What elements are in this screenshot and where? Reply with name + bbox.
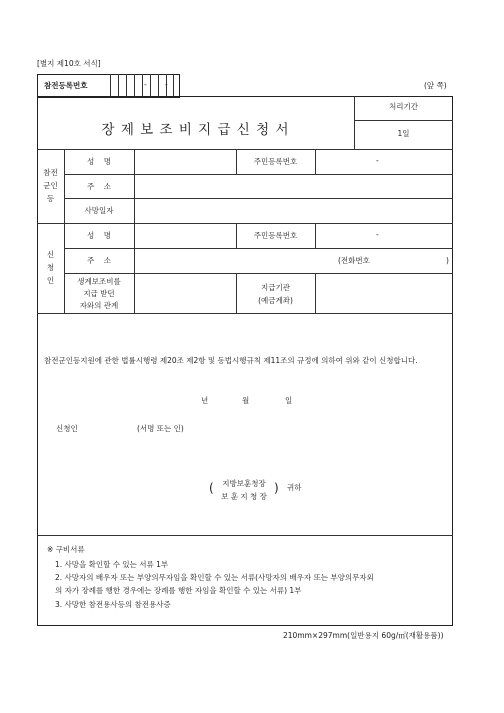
applicant-relation-label: 생계보조비를 지급 받던 자와의 관계 — [77, 277, 121, 310]
applicant-rrn-dash: - — [376, 230, 379, 239]
reg-dash-2: - — [165, 80, 168, 89]
applicant-name-label: 성 명 — [86, 231, 112, 240]
reg-dash-1: - — [144, 80, 147, 89]
applicant-phone-close: ) — [446, 256, 449, 265]
applicant-bank-label: 지급기관 (예금계좌) — [258, 283, 293, 305]
recipient-paren-open: ( — [209, 481, 214, 495]
form-number: [별지 제10호 서식] — [37, 59, 101, 68]
recipient-block: 지방보훈청장 보 훈 지 청 장 — [221, 479, 267, 501]
applicant-section-label: 신 청 인 — [46, 250, 55, 285]
date-month-label: 월 — [242, 396, 250, 405]
signature-label: 신청인 — [56, 424, 78, 433]
docs-item-1: 1. 사망을 확인할 수 있는 서류 1부 — [55, 560, 169, 569]
veteran-name-label: 성 명 — [86, 157, 112, 166]
form-title: 장 제 보 조 비 지 급 신 청 서 — [101, 122, 290, 138]
veteran-rrn-label: 주민등록번호 — [253, 157, 298, 166]
page-side-label: (앞 쪽) — [424, 81, 447, 90]
applicant-rrn-label: 주민등록번호 — [253, 231, 298, 240]
processing-period-label: 처리기간 — [389, 102, 418, 111]
paper-spec-note: 210mm×297mm(일반용지 60g/㎡(재활용품)) — [283, 631, 444, 640]
docs-item-2-cont: 의 자가 장례를 행한 경우에는 장례를 행한 자임을 확인할 수 있는 서류) 1부 — [55, 586, 302, 595]
applicant-phone-label: (전화번호 — [338, 256, 370, 265]
veteran-section-label: 참전 군인 등 — [43, 168, 58, 203]
docs-item-2: 2. 사망자의 배우자 또는 부양의무자임을 확인할 수 있는 서류(사망자의 배우자 또는 부양의무자외 — [55, 573, 374, 582]
signature-note: (서명 또는 인) — [137, 424, 184, 433]
docs-item-3: 3. 사망한 참전용사등의 참전용사증 — [55, 600, 171, 609]
recipient-suffix: 귀하 — [287, 483, 302, 492]
reg-number-label: 참전등록번호 — [44, 81, 88, 90]
veteran-rrn-dash: - — [376, 156, 379, 165]
veteran-address-label: 주 소 — [86, 182, 112, 191]
date-day-label: 일 — [285, 396, 293, 405]
date-year-label: 년 — [201, 396, 209, 405]
applicant-address-label: 주 소 — [86, 256, 112, 265]
docs-heading: ※ 구비서류 — [47, 545, 85, 554]
recipient-paren-close: ) — [274, 481, 279, 495]
statement-text: 참전군인등지원에 관한 법률시행령 제20조 제2항 및 동법시행규칙 제11조의 규정에 의하여 위와 같이 신청합니다. — [44, 356, 418, 365]
processing-period-value: 1일 — [397, 129, 410, 138]
veteran-death-date-label: 사망일자 — [84, 206, 114, 215]
